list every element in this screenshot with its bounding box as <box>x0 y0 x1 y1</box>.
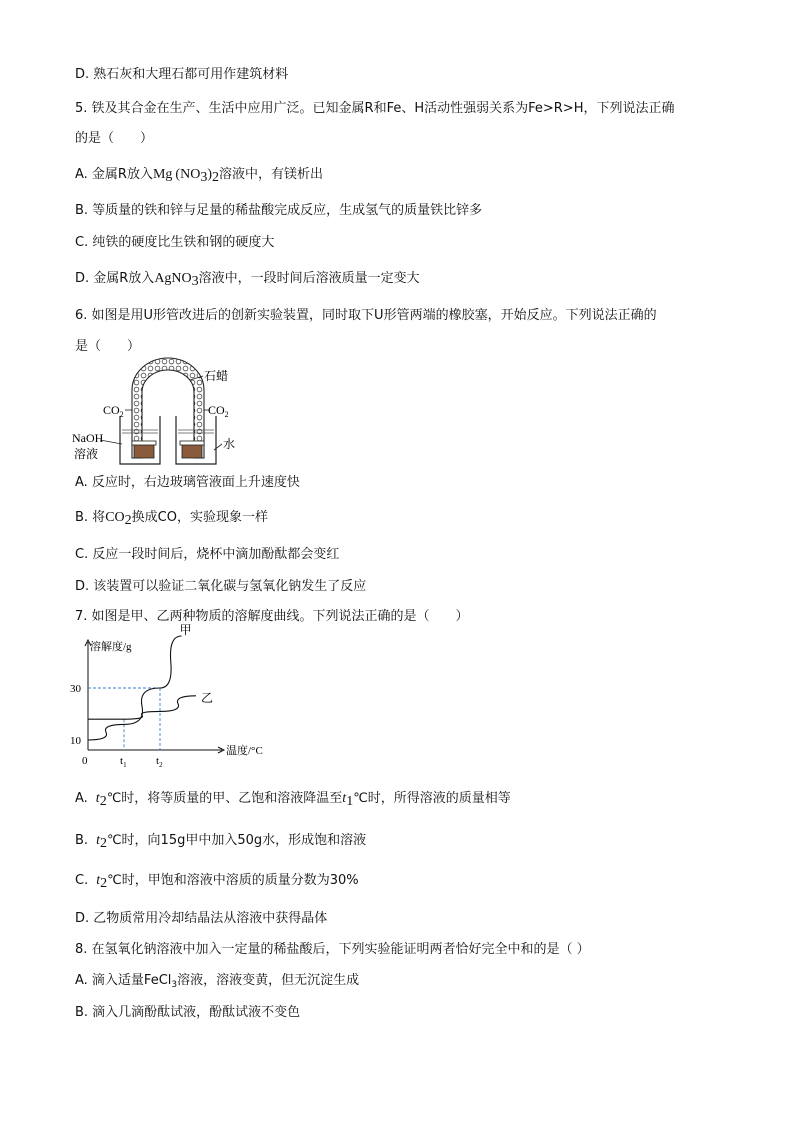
wax-label: 石蜡 <box>204 369 229 383</box>
x-tick-t1: $t_1$ <box>120 755 127 769</box>
x-tick-t2: $t_2$ <box>156 755 163 769</box>
q6-stem-line2: 是（ ） <box>75 339 141 354</box>
q6-option-a: A. 反应时，右边玻璃管液面上升速度快 <box>75 475 300 490</box>
q5-stem-line2: 的是（ ） <box>75 131 154 146</box>
q7-option-d: D. 乙物质常用冷却结晶法从溶液中获得晶体 <box>75 911 328 926</box>
y-axis-label: 溶解度/g <box>90 641 132 653</box>
q6-stem-line1: 6. 如图是用U形管改进后的创新实验装置，同时取下U形管两端的橡胶塞，开始反应。下列说法正确的 <box>75 308 657 323</box>
q6-option-d: D. 该装置可以验证二氧化碳与氢氧化钠发生了反应 <box>75 579 367 594</box>
q7-option-a: A. $t_2℃$时，将等质量的甲、乙饱和溶液降温至$t_1℃$时，所得溶液的质量相等 <box>75 791 511 809</box>
q5-option-c: C. 纯铁的硬度比生铁和钢的硬度大 <box>75 235 275 250</box>
q8-option-b: B. 滴入几滴酚酞试液，酚酞试液不变色 <box>75 1005 301 1020</box>
q7-stem: 7. 如图是甲、乙两种物质的溶解度曲线。下列说法正确的是（ ） <box>75 609 469 624</box>
solution-label: 溶液 <box>74 447 99 461</box>
q6-option-b: B. 将$CO_2$换成CO，实验现象一样 <box>75 510 268 528</box>
series-label-jia: 甲 <box>179 623 192 637</box>
q8-stem: 8. 在氢氧化钠溶液中加入一定量的稀盐酸后，下列实验能证明两者恰好完全中和的是（ ） <box>75 942 590 957</box>
q5-option-b: B. 等质量的铁和锌与足量的稀盐酸完成反应，生成氢气的质量铁比锌多 <box>75 203 483 218</box>
y-tick-30: 30 <box>70 683 81 695</box>
q4-option-d: D. 熟石灰和大理石都可用作建筑材料 <box>75 67 289 82</box>
y-tick-10: 10 <box>70 735 81 747</box>
solubility-curve-chart <box>70 623 280 776</box>
co2-left-label: $CO_2$ <box>103 403 124 419</box>
series-label-yi: 乙 <box>201 690 214 705</box>
q8-option-a: A. 滴入适量FeCl$_3$溶液，溶液变黄，但无沉淀生成 <box>75 973 360 990</box>
x-axis-label: 温度/°C <box>226 745 263 757</box>
q7-option-b: B. $t_2℃$时，向15g甲中加入50g水，形成饱和溶液 <box>75 833 367 851</box>
co2-right-label: $CO_2$ <box>208 403 229 419</box>
q5-option-d: D. 金属R放入AgNO$_3$溶液中，一段时间后溶液质量一定变大 <box>75 271 420 289</box>
water-label: 水 <box>223 437 236 451</box>
q6-option-c: C. 反应一段时间后，烧杯中滴加酚酞都会变红 <box>75 547 340 562</box>
origin-label: 0 <box>82 755 88 767</box>
q5-option-a: A. 金属R放入Mg $(NO_3)_2$溶液中，有镁析出 <box>75 167 323 185</box>
q5-stem-line1: 5. 铁及其合金在生产、生活中应用广泛。已知金属R和Fe、H活动性强弱关系为Fe>R>H，下列说法正确 <box>75 101 675 116</box>
q7-option-c: C. $t_2℃$时，甲饱和溶液中溶质的质量分数为30% <box>75 873 359 891</box>
u-tube-apparatus-figure <box>70 358 250 470</box>
naoh-label: NaOH <box>72 431 104 445</box>
